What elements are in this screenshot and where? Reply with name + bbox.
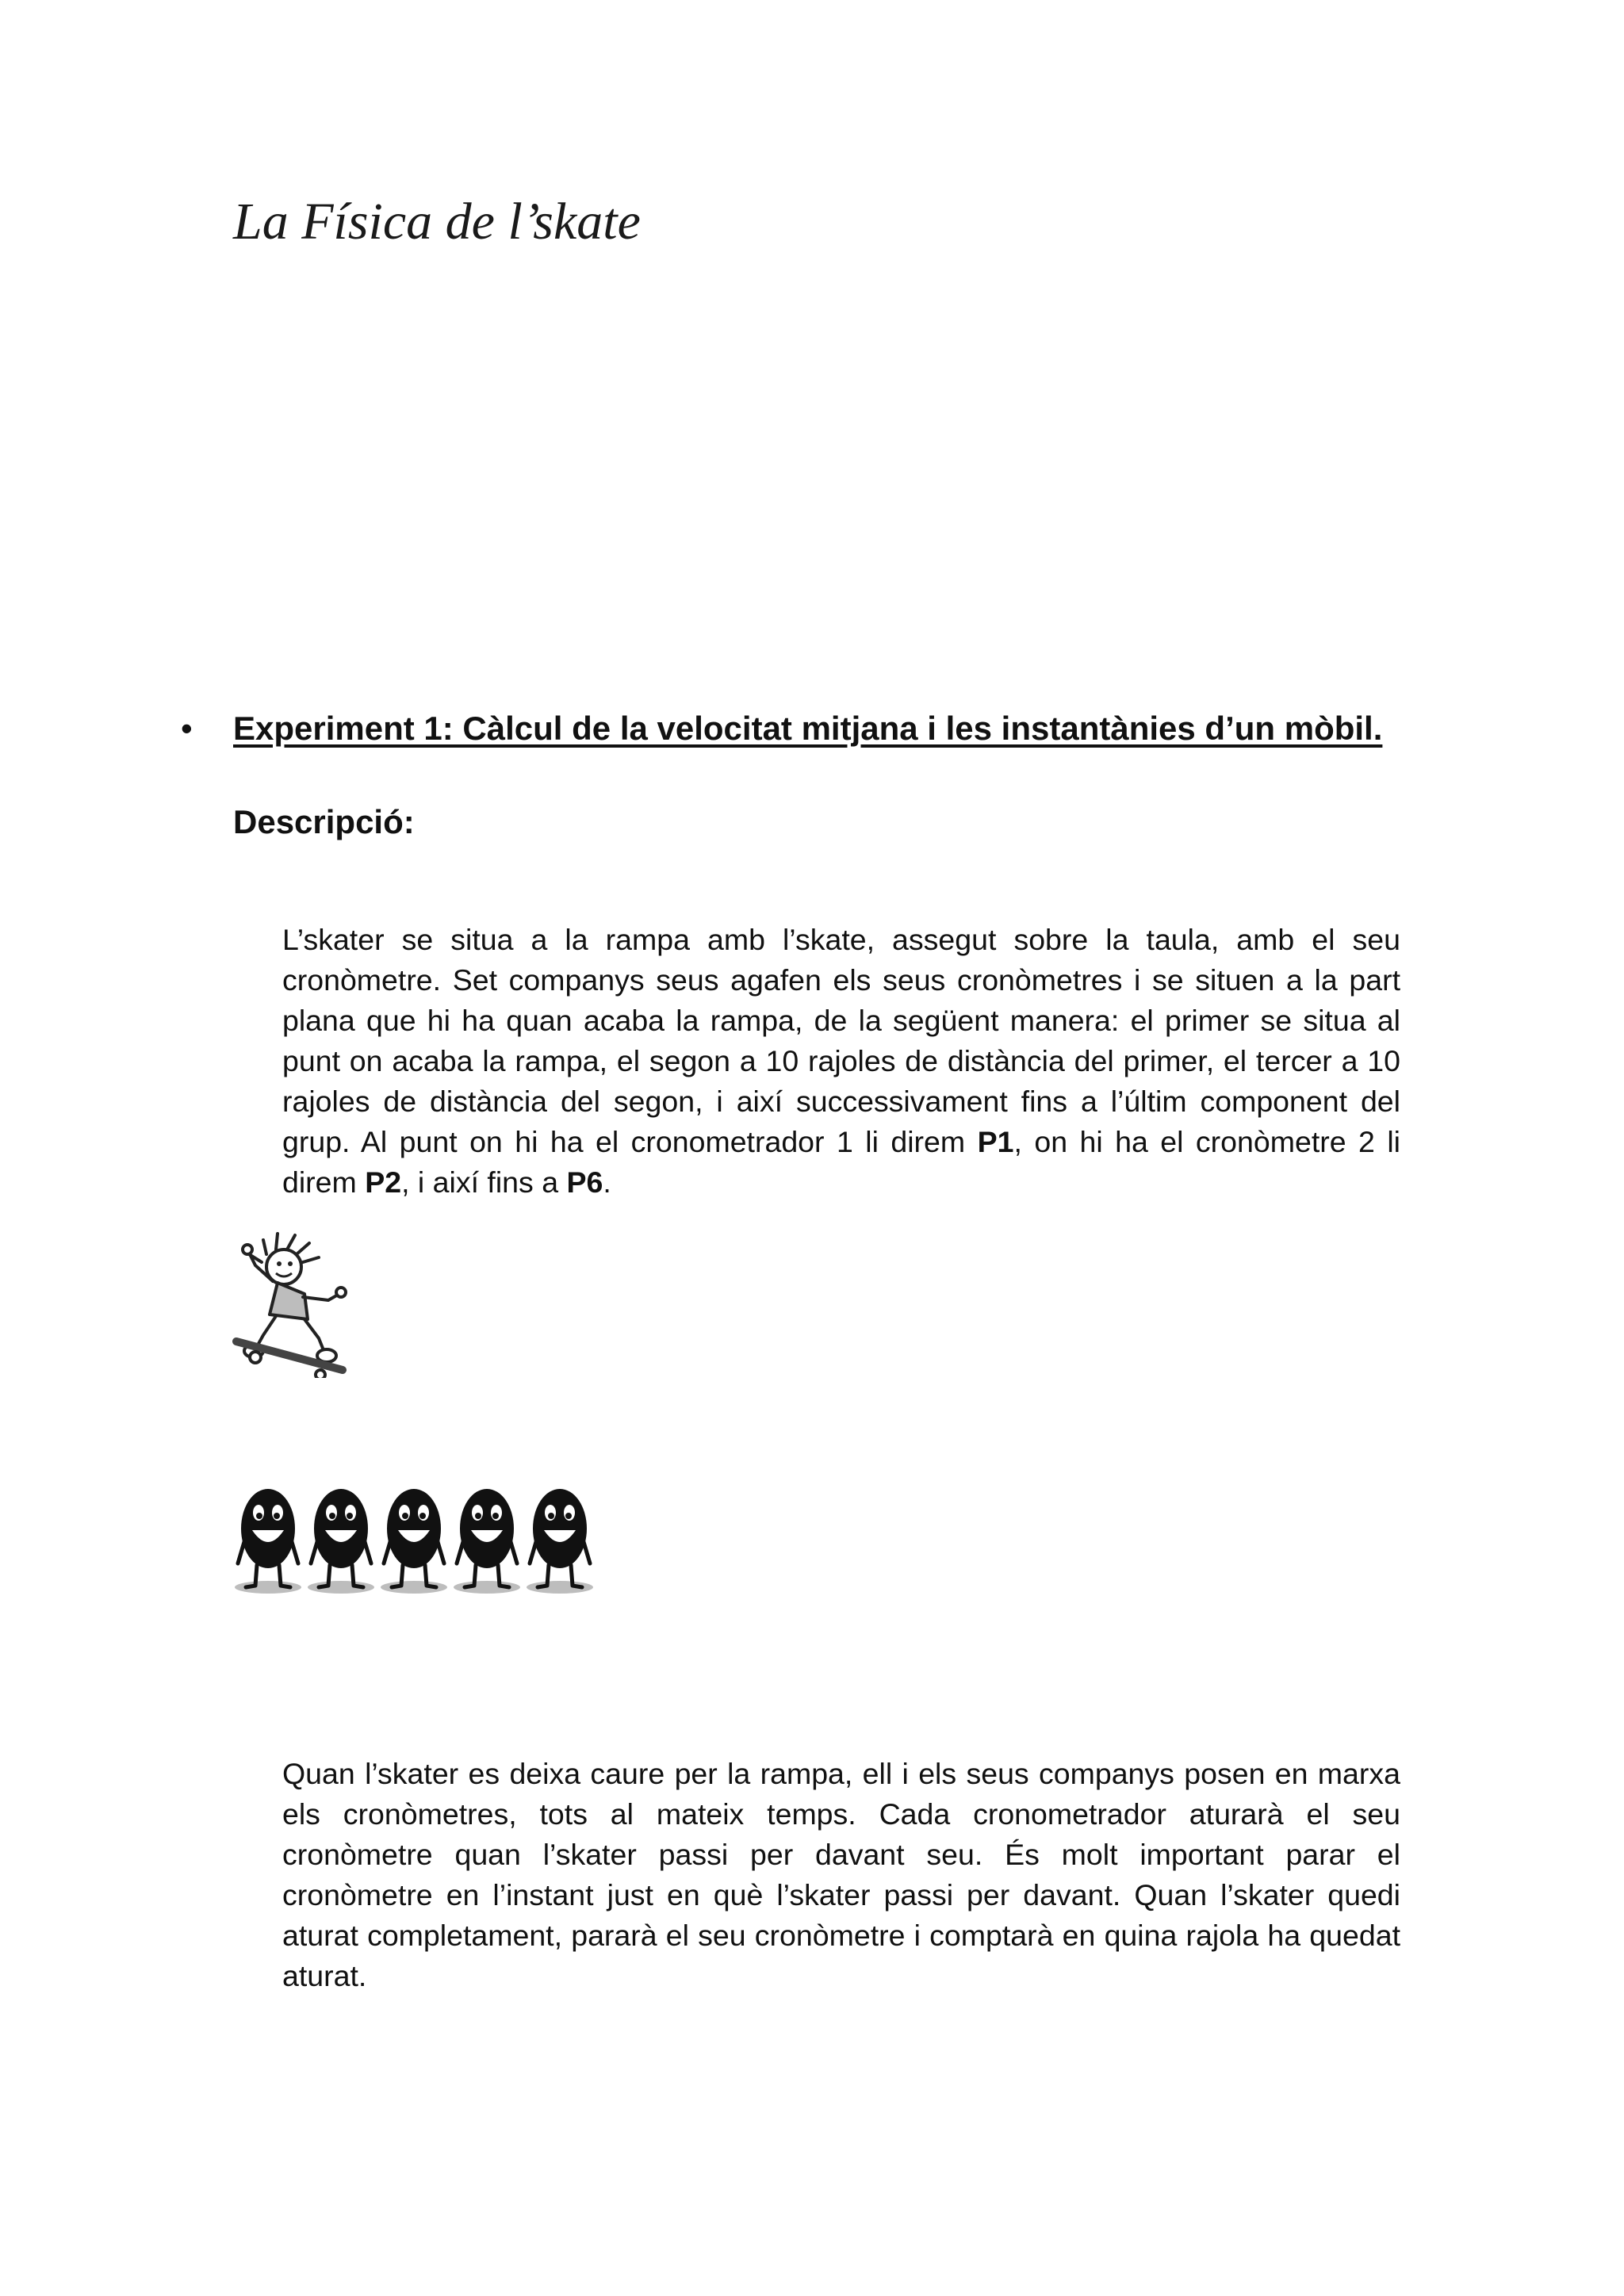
paragraph-text: , on hi ha el cronòmetre 2 li direm <box>282 1125 1400 1199</box>
paragraph-text: , i així fins a <box>401 1165 567 1199</box>
timekeeper-figure-icon <box>527 1489 593 1594</box>
timekeeper-figure-icon <box>235 1489 301 1594</box>
point-label-p6: P6 <box>566 1165 603 1199</box>
experiment-heading: Experiment 1: Càlcul de la velocitat mitjana i les instantànies d’un mòbil. <box>233 710 1383 747</box>
procedure-paragraph: Quan l’skater es deixa caure per la rampa, ell i els seus companys posen en marxa els cronòmetres, tots al mateix temps. Cada cronometrador aturarà el seu cronòmetre quan l’skater passi per davant seu. És molt important parar el cronòmetre en l’instant just en què l’skater passi per davant. Quan l’skater quedi aturat completament, pararà el seu cronòmetre i comptarà en quina rajola ha quedat aturat. <box>282 1757 1400 1992</box>
description-heading: Descripció: <box>233 803 415 840</box>
bullet-icon: • <box>181 710 193 747</box>
paragraph-text: . <box>603 1165 611 1199</box>
point-label-p1: P1 <box>977 1125 1014 1158</box>
timekeepers-group <box>232 1481 596 1600</box>
document-title: La Física de l’skate <box>233 193 641 251</box>
timekeeper-figure-icon <box>308 1489 374 1594</box>
paragraph-text: L’skater se situa a la rampa amb l’skate, assegut sobre la taula, amb el seu cronòmetre. Set companys seus agafen els seus cronòmetres i se situen a la part plana que hi ha quan acaba la rampa, de la següent manera: el primer se situa al punt on acaba la rampa, el segon a 10 rajoles de distància del primer, el tercer a 10 rajoles de distància del segon, i així successivament fins a l’últim component del grup. Al punt on hi ha el cronometrador 1 li direm <box>282 923 1400 1158</box>
description-paragraph <box>282 920 1400 1203</box>
skateboarder-icon <box>232 1230 350 1378</box>
timekeeper-figure-icon <box>454 1489 520 1594</box>
point-label-p2: P2 <box>365 1165 402 1199</box>
timekeeper-figure-icon <box>381 1489 447 1594</box>
